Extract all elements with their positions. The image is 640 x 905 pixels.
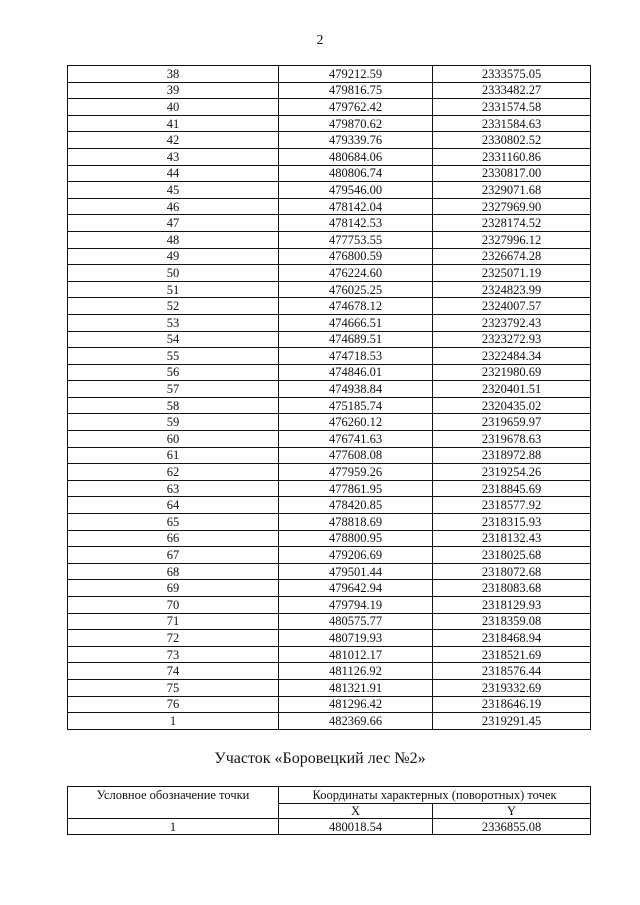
y-coordinate-cell: 2323272.93 xyxy=(433,331,591,348)
section2-coordinates-table xyxy=(67,786,591,835)
y-coordinate-cell: 2329071.68 xyxy=(433,182,591,199)
table-row xyxy=(68,819,591,835)
y-coordinate-cell: 2318972.88 xyxy=(433,447,591,464)
point-number-cell: 65 xyxy=(68,514,279,531)
x-coordinate-cell: 478800.95 xyxy=(279,530,433,547)
table-row xyxy=(68,198,591,215)
y-coordinate-cell: 2323792.43 xyxy=(433,314,591,331)
x-coordinate-cell: 481126.92 xyxy=(279,663,433,680)
x-coordinate-cell: 481321.91 xyxy=(279,679,433,696)
y-coordinate-cell: 2318072.68 xyxy=(433,563,591,580)
point-number-cell: 68 xyxy=(68,563,279,580)
header-x-label: X xyxy=(279,803,433,818)
x-coordinate-cell: 474666.51 xyxy=(279,314,433,331)
x-coordinate-cell: 476025.25 xyxy=(279,281,433,298)
y-coordinate-cell: 2318359.08 xyxy=(433,613,591,630)
table-row xyxy=(68,464,591,481)
y-coordinate-cell: 2319332.69 xyxy=(433,679,591,696)
x-coordinate-cell: 480684.06 xyxy=(279,148,433,165)
point-number-cell: 38 xyxy=(68,66,279,83)
x-coordinate-cell: 478420.85 xyxy=(279,497,433,514)
header-y-label: Y xyxy=(433,803,591,818)
header-row xyxy=(68,787,591,804)
point-number-cell: 1 xyxy=(68,713,279,730)
x-coordinate-cell: 480719.93 xyxy=(279,630,433,647)
x-coordinate-cell: 481296.42 xyxy=(279,696,433,713)
table-row xyxy=(68,663,591,680)
y-coordinate-cell: 2331574.58 xyxy=(433,99,591,116)
point-number-cell: 49 xyxy=(68,248,279,265)
x-coordinate-cell: 479870.62 xyxy=(279,115,433,132)
y-coordinate-cell: 2319291.45 xyxy=(433,713,591,730)
table-row xyxy=(68,248,591,265)
section2-table-body xyxy=(68,819,591,835)
y-coordinate-cell: 2331584.63 xyxy=(433,115,591,132)
point-number-cell: 74 xyxy=(68,663,279,680)
y-coordinate-cell: 2318577.92 xyxy=(433,497,591,514)
x-coordinate-cell: 474718.53 xyxy=(279,348,433,365)
point-number-cell: 71 xyxy=(68,613,279,630)
table-row xyxy=(68,66,591,83)
x-coordinate-cell: 474678.12 xyxy=(279,298,433,315)
point-number-cell: 51 xyxy=(68,281,279,298)
x-coordinate-cell: 479206.69 xyxy=(279,547,433,564)
x-coordinate-cell: 479762.42 xyxy=(279,99,433,116)
x-coordinate-cell: 482369.66 xyxy=(279,713,433,730)
y-coordinate-cell: 2319254.26 xyxy=(433,464,591,481)
y-coordinate-cell: 2318083.68 xyxy=(433,580,591,597)
table-row xyxy=(68,397,591,414)
point-number-cell: 76 xyxy=(68,696,279,713)
x-coordinate-cell: 477861.95 xyxy=(279,480,433,497)
table-row xyxy=(68,331,591,348)
x-coordinate-cell: 479546.00 xyxy=(279,182,433,199)
x-coordinate-cell: 474689.51 xyxy=(279,331,433,348)
x-coordinate-cell: 474938.84 xyxy=(279,381,433,398)
y-coordinate-cell: 2318646.19 xyxy=(433,696,591,713)
y-coordinate-cell: 2319659.97 xyxy=(433,414,591,431)
y-coordinate-cell: 2318132.43 xyxy=(433,530,591,547)
table-row xyxy=(68,281,591,298)
section-title: Участок «Боровецкий лес №2» xyxy=(214,750,426,767)
point-number-cell: 52 xyxy=(68,298,279,315)
x-coordinate-cell: 481012.17 xyxy=(279,646,433,663)
table-row xyxy=(68,231,591,248)
table-row xyxy=(68,364,591,381)
table-row xyxy=(68,381,591,398)
x-coordinate-cell: 476224.60 xyxy=(279,265,433,282)
table-row xyxy=(68,580,591,597)
y-coordinate-cell: 2320401.51 xyxy=(433,381,591,398)
point-number-cell: 55 xyxy=(68,348,279,365)
y-coordinate-cell: 2318468.94 xyxy=(433,630,591,647)
table-row xyxy=(68,265,591,282)
y-coordinate-cell: 2326674.28 xyxy=(433,248,591,265)
point-number-cell: 1 xyxy=(68,819,279,835)
table-row xyxy=(68,497,591,514)
y-coordinate-cell: 2331160.86 xyxy=(433,148,591,165)
x-coordinate-cell: 478818.69 xyxy=(279,514,433,531)
point-number-cell: 73 xyxy=(68,646,279,663)
point-number-cell: 40 xyxy=(68,99,279,116)
point-number-cell: 47 xyxy=(68,215,279,232)
point-number-cell: 56 xyxy=(68,364,279,381)
y-coordinate-cell: 2328174.52 xyxy=(433,215,591,232)
point-number-cell: 64 xyxy=(68,497,279,514)
y-coordinate-cell: 2330817.00 xyxy=(433,165,591,182)
table-row xyxy=(68,480,591,497)
y-coordinate-cell: 2324007.57 xyxy=(433,298,591,315)
point-number-cell: 43 xyxy=(68,148,279,165)
table-row xyxy=(68,547,591,564)
table-row xyxy=(68,298,591,315)
table-row xyxy=(68,115,591,132)
point-number-cell: 75 xyxy=(68,679,279,696)
x-coordinate-cell: 479212.59 xyxy=(279,66,433,83)
y-coordinate-cell: 2318129.93 xyxy=(433,597,591,614)
x-coordinate-cell: 480018.54 xyxy=(279,819,433,835)
point-number-cell: 46 xyxy=(68,198,279,215)
x-coordinate-cell: 476741.63 xyxy=(279,431,433,448)
header-point-label: Условное обозначение точки xyxy=(68,787,279,819)
header-coords-label: Координаты характерных (поворотных) точек xyxy=(279,787,591,804)
table-row xyxy=(68,696,591,713)
point-number-cell: 44 xyxy=(68,165,279,182)
x-coordinate-cell: 480806.74 xyxy=(279,165,433,182)
x-coordinate-cell: 479339.76 xyxy=(279,132,433,149)
y-coordinate-cell: 2333482.27 xyxy=(433,82,591,99)
x-coordinate-cell: 479816.75 xyxy=(279,82,433,99)
y-coordinate-cell: 2324823.99 xyxy=(433,281,591,298)
point-number-cell: 61 xyxy=(68,447,279,464)
y-coordinate-cell: 2321980.69 xyxy=(433,364,591,381)
x-coordinate-cell: 480575.77 xyxy=(279,613,433,630)
table-row xyxy=(68,148,591,165)
table-row xyxy=(68,447,591,464)
coordinates-table-body xyxy=(68,66,591,730)
x-coordinate-cell: 477753.55 xyxy=(279,231,433,248)
point-number-cell: 45 xyxy=(68,182,279,199)
x-coordinate-cell: 479642.94 xyxy=(279,580,433,597)
table-row xyxy=(68,530,591,547)
point-number-cell: 62 xyxy=(68,464,279,481)
y-coordinate-cell: 2318315.93 xyxy=(433,514,591,531)
coordinates-table xyxy=(67,65,591,730)
point-number-cell: 54 xyxy=(68,331,279,348)
table-row xyxy=(68,215,591,232)
table-row xyxy=(68,99,591,116)
point-number-cell: 66 xyxy=(68,530,279,547)
y-coordinate-cell: 2318025.68 xyxy=(433,547,591,564)
x-coordinate-cell: 477959.26 xyxy=(279,464,433,481)
table-row xyxy=(68,613,591,630)
table-row xyxy=(68,597,591,614)
point-number-cell: 70 xyxy=(68,597,279,614)
y-coordinate-cell: 2319678.63 xyxy=(433,431,591,448)
y-coordinate-cell: 2318845.69 xyxy=(433,480,591,497)
table-row xyxy=(68,563,591,580)
point-number-cell: 48 xyxy=(68,231,279,248)
table-row xyxy=(68,165,591,182)
point-number-cell: 50 xyxy=(68,265,279,282)
y-coordinate-cell: 2336855.08 xyxy=(433,819,591,835)
point-number-cell: 69 xyxy=(68,580,279,597)
point-number-cell: 59 xyxy=(68,414,279,431)
table-row xyxy=(68,82,591,99)
x-coordinate-cell: 479501.44 xyxy=(279,563,433,580)
x-coordinate-cell: 475185.74 xyxy=(279,397,433,414)
x-coordinate-cell: 478142.53 xyxy=(279,215,433,232)
table-row xyxy=(68,431,591,448)
table-row xyxy=(68,514,591,531)
point-number-cell: 67 xyxy=(68,547,279,564)
table-row xyxy=(68,630,591,647)
point-number-cell: 39 xyxy=(68,82,279,99)
y-coordinate-cell: 2325071.19 xyxy=(433,265,591,282)
table-row xyxy=(68,314,591,331)
table-row xyxy=(68,713,591,730)
y-coordinate-cell: 2318576.44 xyxy=(433,663,591,680)
y-coordinate-cell: 2318521.69 xyxy=(433,646,591,663)
point-number-cell: 63 xyxy=(68,480,279,497)
point-number-cell: 60 xyxy=(68,431,279,448)
table-row xyxy=(68,679,591,696)
y-coordinate-cell: 2327996.12 xyxy=(433,231,591,248)
table-row xyxy=(68,132,591,149)
x-coordinate-cell: 478142.04 xyxy=(279,198,433,215)
point-number-cell: 42 xyxy=(68,132,279,149)
y-coordinate-cell: 2322484.34 xyxy=(433,348,591,365)
table-row xyxy=(68,348,591,365)
y-coordinate-cell: 2327969.90 xyxy=(433,198,591,215)
y-coordinate-cell: 2333575.05 xyxy=(433,66,591,83)
point-number-cell: 53 xyxy=(68,314,279,331)
x-coordinate-cell: 479794.19 xyxy=(279,597,433,614)
point-number-cell: 41 xyxy=(68,115,279,132)
table-row xyxy=(68,646,591,663)
page-number: 2 xyxy=(316,33,324,48)
x-coordinate-cell: 474846.01 xyxy=(279,364,433,381)
table-row xyxy=(68,414,591,431)
x-coordinate-cell: 477608.08 xyxy=(279,447,433,464)
x-coordinate-cell: 476800.59 xyxy=(279,248,433,265)
table-row xyxy=(68,182,591,199)
point-number-cell: 57 xyxy=(68,381,279,398)
point-number-cell: 58 xyxy=(68,397,279,414)
y-coordinate-cell: 2330802.52 xyxy=(433,132,591,149)
point-number-cell: 72 xyxy=(68,630,279,647)
x-coordinate-cell: 476260.12 xyxy=(279,414,433,431)
y-coordinate-cell: 2320435.02 xyxy=(433,397,591,414)
